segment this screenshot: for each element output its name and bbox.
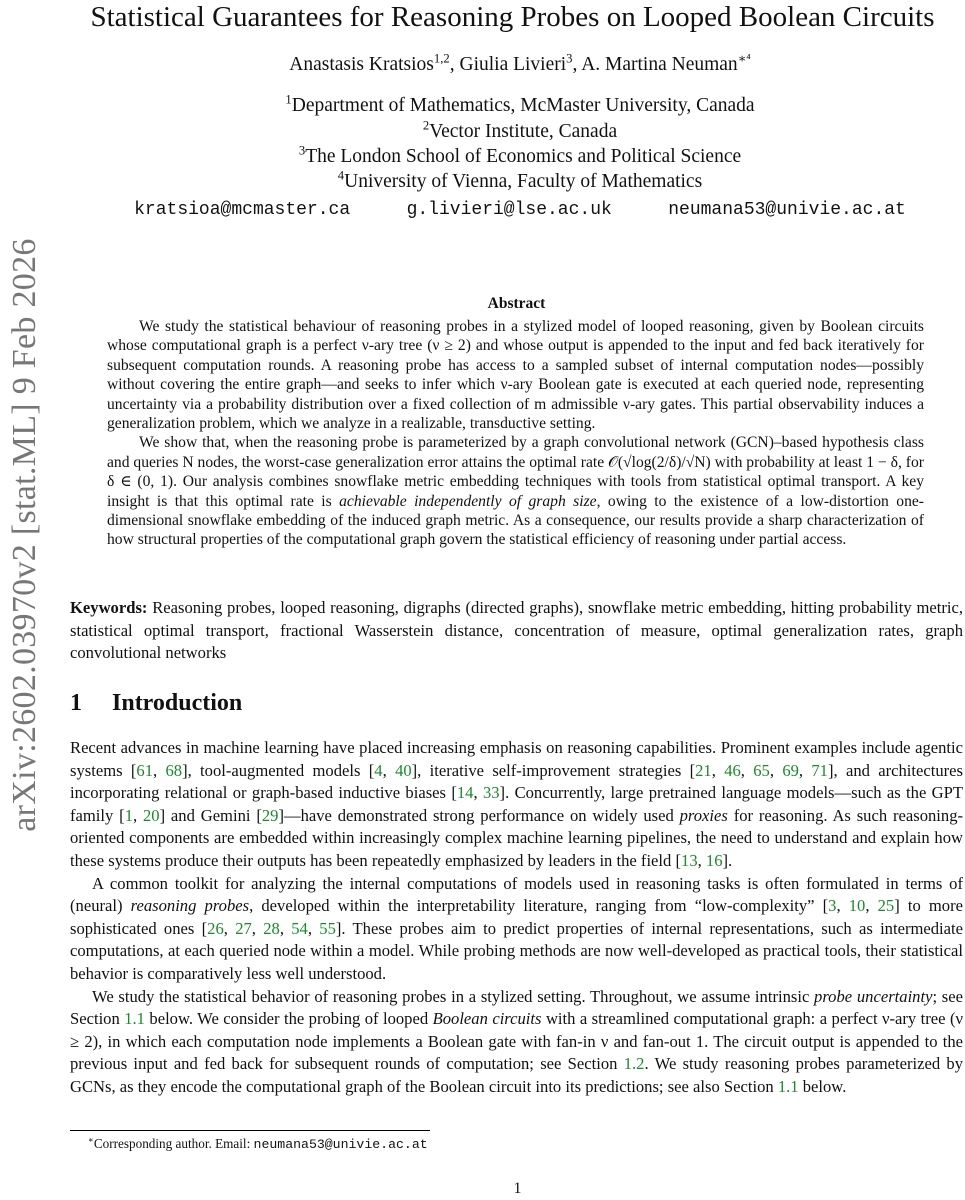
abstract-paragraph: We study the statistical behaviour of reasoning probes in a stylized model of looped reasoning, given by Boolean circuits whose computational graph is a perfect ν-ary tree (ν ≥ 2) and whose output is appended to the input and fed back iteratively for subsequent computation rounds. A reasoning probe has access to a sampled subset of internal computation nodes—possibly without covering the entire graph—and seeks to infer which ν-ary Boolean gate is executed at each queried node, representing uncertainty via a probability distribution over a fixed collection of m admissible ν-ary gates. This partial observability induces a generalization problem, which we analyze in a realizable, transductive setting.	[107, 318, 924, 433]
email-link[interactable]: neumana53@univie.ac.at	[668, 200, 906, 220]
affiliation	[130, 143, 910, 168]
paragraph-text: ,	[223, 918, 236, 938]
abstract-emphasis: achievable independently of graph size	[339, 492, 597, 510]
citation-link[interactable]: 46	[724, 760, 741, 780]
affiliation-text: University of Vienna, Faculty of Mathematics	[344, 171, 703, 192]
citation-link[interactable]: 1.1	[124, 1009, 145, 1029]
affiliation	[130, 168, 910, 193]
citation-link[interactable]: 40	[395, 760, 412, 780]
intro-paragraph	[70, 873, 963, 986]
citation-link[interactable]: 25	[877, 896, 895, 916]
intro-paragraph	[70, 986, 963, 1099]
citation-link[interactable]: 29	[261, 805, 279, 825]
footnote-rule	[70, 1130, 430, 1131]
citation-link[interactable]: 69	[782, 760, 799, 780]
paragraph-text: , developed within the interpretability literature, ranging from “low-complexity” [	[249, 896, 829, 916]
paragraph-text: ,	[473, 783, 483, 803]
paragraph-text: ; see Section	[70, 986, 963, 1029]
paragraph-text: below.	[798, 1076, 847, 1096]
author-name: Anastasis Kratsios	[289, 54, 434, 75]
citation-link[interactable]: 65	[753, 760, 770, 780]
footnote-marker: ∗	[88, 1134, 94, 1145]
footnote-label: Corresponding author. Email:	[93, 1136, 254, 1151]
citation-link[interactable]: 16	[705, 850, 723, 870]
citation-link[interactable]: 26	[207, 918, 224, 938]
abstract-body	[107, 317, 924, 550]
paragraph-text: ,	[697, 850, 706, 870]
citation-link[interactable]: 33	[482, 783, 500, 803]
paragraph-text: ]. These probes aim to predict properties of internal representations, such as intermediate computations, at each queried node within a model. While probing methods are now well-developed as practical tools, their statistical behavior is comparatively less well understood.	[70, 918, 964, 983]
emphasized-text: probe uncertainty	[814, 986, 933, 1006]
paragraph-text: ] and Gemini [	[159, 805, 262, 825]
paragraph-text: ,	[382, 760, 396, 780]
author-list: Anastasis Kratsios$^{1,2}$, Giulia Livieri$^3$, A. Martina Neuman$^{∗^4}$	[289, 51, 751, 75]
paragraph-text: ,	[279, 918, 292, 938]
emphasized-text: reasoning probes	[130, 896, 250, 916]
paragraph-text: ,	[769, 760, 783, 780]
intro-paragraph	[70, 737, 963, 873]
citation-link[interactable]: 71	[811, 760, 828, 780]
paragraph-text: ,	[132, 805, 143, 825]
paper-title: Statistical Guarantees for Reasoning Probes on Looped Boolean Circuits	[90, 1, 935, 33]
affiliation-text: Department of Mathematics, McMaster University, Canada	[291, 95, 755, 116]
abstract-text: with probability at least 1 − δ, for δ ∈ (0, 1). Our analysis combines snowflake metric embedding techniques with tools from statistical optimal transport. A key insight is that this optimal rate is	[107, 453, 924, 510]
author-affil-marker: 1,2	[433, 51, 450, 66]
paragraph-text: Recent advances in machine learning have placed increasing emphasis on reasoning capabilities. Prominent examples include agentic systems [	[70, 738, 963, 780]
citation-link[interactable]: 1.1	[777, 1076, 799, 1096]
citation-link[interactable]: 54	[291, 918, 308, 938]
arxiv-sidebar	[0, 215, 50, 855]
section-heading	[70, 690, 242, 717]
footnote	[88, 1136, 428, 1152]
introduction-body	[70, 737, 963, 1099]
author-name: Giulia Livieri	[459, 54, 567, 75]
paragraph-text: ], and architectures incorporating relational or graph-based inductive biases [	[70, 760, 963, 803]
citation-link[interactable]: 20	[142, 805, 160, 825]
email-link[interactable]: g.livieri@lse.ac.uk	[406, 200, 612, 220]
citation-link[interactable]: 1	[124, 805, 133, 825]
affiliation	[130, 118, 910, 143]
abstract-text: , owing to the existence of a low-distortion one-dimensional snowflake embedding of the induced graph metric. As a consequence, our results provide a sharp characterization of how structural properties of the computational graph govern the statistical efficiency of reasoning under partial access.	[107, 492, 924, 549]
paragraph-text: ] to more sophisticated ones [	[70, 896, 963, 938]
keywords-label: Keywords:	[70, 598, 148, 617]
citation-link[interactable]: 1.2	[623, 1054, 645, 1074]
citation-link[interactable]: 10	[848, 896, 866, 916]
affil-marker: 4	[337, 168, 345, 183]
paragraph-text: ].	[722, 850, 733, 870]
paragraph-text: ,	[798, 760, 812, 780]
citation-link[interactable]: 21	[695, 760, 712, 780]
section-title: Introduction	[112, 690, 243, 716]
paragraph-text: ]—have demonstrated strong performance on widely used	[278, 805, 680, 825]
paragraph-text: ]. Concurrently, large pretrained language models—such as the GPT family [	[70, 783, 964, 825]
emphasized-text: proxies	[679, 805, 728, 825]
page-number: 1	[513, 1180, 522, 1197]
abstract-text: We show that, when the reasoning probe is parameterized by a graph convolutional network (GCN)–based hypothesis class and queries N nodes, the worst-case generalization error attains the optimal rate	[107, 434, 924, 471]
paragraph-text: below. We consider the probing of looped	[144, 1009, 433, 1029]
paragraph-text: A common toolkit for analyzing the internal computations of models used in reasoning tasks is often formulated in terms of (neural)	[70, 873, 963, 916]
author-name: A. Martina Neuman	[581, 54, 738, 75]
affiliation-text: Vector Institute, Canada	[429, 121, 618, 142]
citation-link[interactable]: 13	[681, 850, 698, 870]
keywords-block	[70, 597, 963, 665]
author-emails	[130, 200, 910, 220]
rate-formula: 𝒪(√log(2/δ)/√N)	[608, 453, 711, 471]
citation-link[interactable]: 28	[263, 918, 280, 938]
paragraph-text: We study the statistical behavior of reasoning probes in a stylized setting. Throughout, we assume intrinsic	[92, 986, 815, 1006]
section-number: 1	[70, 690, 82, 716]
paragraph-text: ,	[740, 760, 754, 780]
paragraph-text: ,	[865, 896, 878, 916]
paragraph-text: ,	[307, 918, 320, 938]
paragraph-text: for reasoning. As such reasoning-oriented components are embedded within increasingly complex machine learning pipelines, the need to understand and explain how these systems produce their outputs has been repeatedly emphasized by leaders in the field [	[70, 805, 964, 870]
author-affil-marker: 3	[566, 51, 573, 66]
paragraph-text: ,	[711, 760, 725, 780]
paragraph-text: ], tool-augmented models [	[182, 760, 375, 780]
paragraph-text: ,	[836, 896, 849, 916]
paragraph-text: ,	[251, 918, 264, 938]
citation-link[interactable]: 55	[319, 918, 336, 938]
footnote-email[interactable]: neumana53@univie.ac.at	[253, 1137, 428, 1152]
citation-link[interactable]: 4	[374, 760, 383, 780]
email-link[interactable]: kratsioa@mcmaster.ca	[134, 200, 351, 220]
arxiv-identifier[interactable]: arXiv:2602.03970v2 [stat.ML] 9 Feb 2026	[6, 238, 43, 832]
citation-link[interactable]: 61	[136, 760, 153, 780]
paragraph-text: ,	[153, 760, 166, 780]
author-affil-marker: ∗⁴	[737, 51, 751, 66]
citation-link[interactable]: 3	[828, 896, 837, 916]
citation-link[interactable]: 14	[456, 783, 474, 803]
keywords-text: Reasoning probes, looped reasoning, digraphs (directed graphs), snowflake metric embedding, hitting probability metric, statistical optimal transport, fractional Wasserstein distance, concentration of measure, optimal generalization rates, graph convolutional networks	[70, 598, 963, 663]
affil-marker: 2	[422, 118, 430, 133]
abstract-heading: Abstract	[487, 295, 546, 312]
affil-marker: 1	[285, 92, 292, 107]
affil-marker: 3	[298, 143, 306, 158]
affiliation	[130, 92, 910, 117]
paragraph-text: with a streamlined computational graph: a perfect ν-ary tree (ν ≥ 2), in which each computation node implements a Boolean gate with fan-in ν and fan-out 1. The circuit output is appended to the previous input and fed back for subsequent rounds of computation; see Section	[70, 1009, 964, 1074]
abstract-paragraph	[107, 433, 924, 549]
citation-link[interactable]: 68	[165, 760, 183, 780]
affiliation-text: The London School of Economics and Political Science	[305, 146, 742, 167]
paragraph-text: ], iterative self-improvement strategies [	[411, 760, 696, 780]
citation-link[interactable]: 27	[235, 918, 252, 938]
emphasized-text: Boolean circuits	[432, 1009, 542, 1029]
paragraph-text: . We study reasoning probes parameterized by GCNs, as they encode the computational graph of the Boolean circuit into its predictions; see also Section	[70, 1054, 963, 1096]
